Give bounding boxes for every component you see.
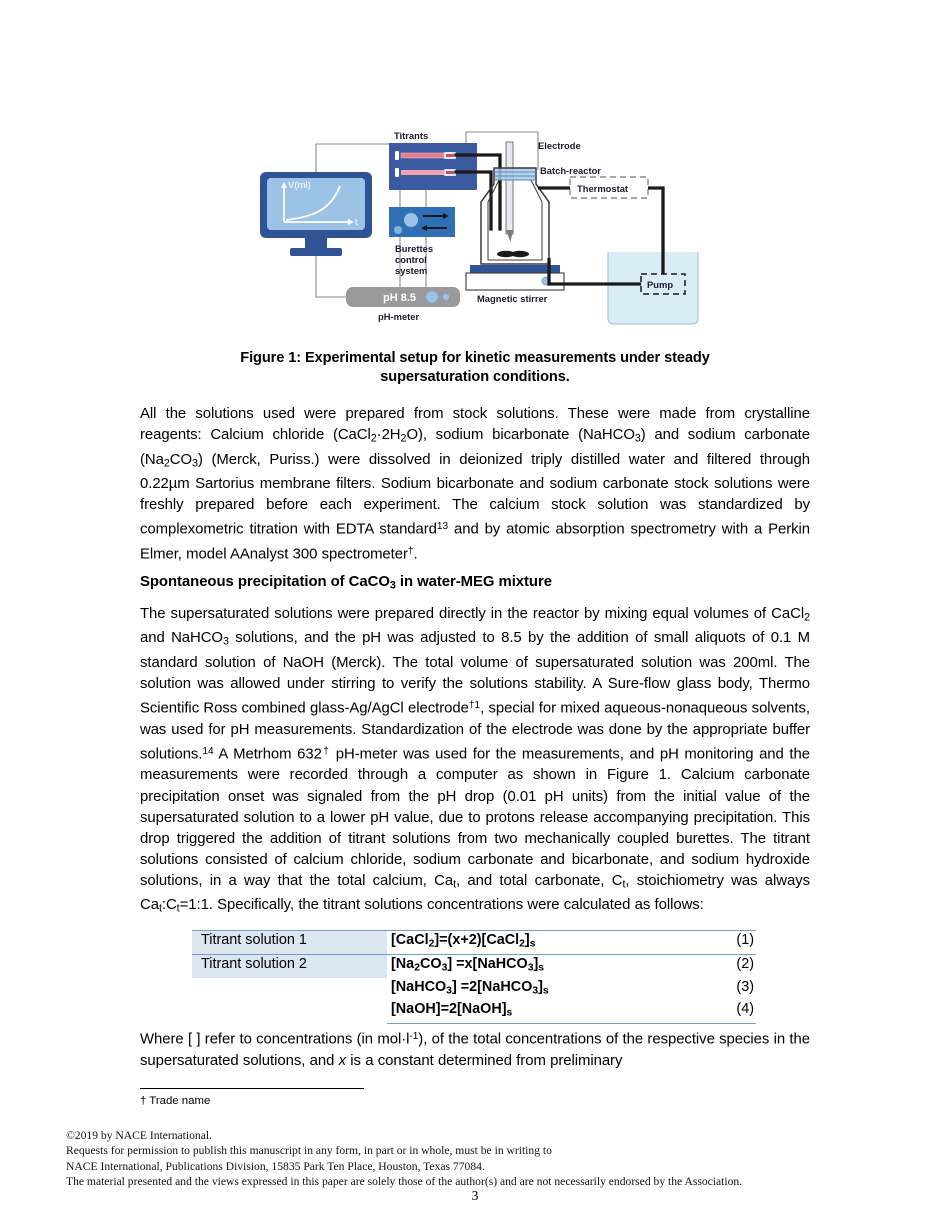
paragraph-materials <box>140 404 810 565</box>
footnote-dagger-1-ref: †1 <box>468 700 481 712</box>
p1-sub-1: 2 <box>370 432 377 445</box>
copyright-line-3: NACE International, Publications Division, 15835 Park Ten Place, Houston, Texas 77084. <box>66 1159 485 1173</box>
section-heading <box>140 572 810 596</box>
burettes-control-label-1: Burettes <box>395 243 434 254</box>
table-row <box>192 978 756 1001</box>
p1-seg-c: O), sodium bicarbonate (NaHCO <box>406 427 635 444</box>
titrants-label: Titrants <box>394 130 429 141</box>
thermostat-box <box>570 177 648 198</box>
p3-exponent: -1 <box>409 1031 419 1042</box>
figure-1-diagram <box>248 122 718 337</box>
figure-caption-line-2: supersaturation conditions. <box>380 369 570 386</box>
ph-meter <box>346 287 460 307</box>
copyright-line-1: ©2019 by NACE International. <box>66 1129 212 1142</box>
paragraph-where-clause <box>140 1026 810 1072</box>
p2-sub-t1: t <box>453 878 457 891</box>
p1-sub-2: 2 <box>400 432 407 445</box>
pump-label: Pump <box>647 279 674 290</box>
row-label-3 <box>192 978 387 1001</box>
table-row <box>192 1000 756 1023</box>
p1-sub-4: 2 <box>163 456 170 469</box>
p1-seg-d: ) and sodium carbonate (Na <box>140 427 810 468</box>
p2-seg-i: :C <box>161 897 177 914</box>
copyright-line-4: The material presented and the views expressed in this paper are solely those of the author(s) and are not necessarily endorsed by the Association. <box>66 1175 743 1189</box>
p1-seg-g: and by atomic absorption spectrometry with a Perkin Elmer, model AAnalyst 300 spectrometer <box>140 521 810 563</box>
p2-seg-j: =1:1. Specifically, the titrant solutions concentrations were calculated as follows: <box>179 897 704 914</box>
row-label-1: Titrant solution 1 <box>192 931 387 955</box>
p3-seg-c: is a constant determined from preliminary <box>346 1052 623 1069</box>
thermostat-label: Thermostat <box>577 183 629 194</box>
row-number-3: (3) <box>736 978 754 995</box>
row-equation-1: $[CaCl_2]=(x+2)[CaCl_2]_s$ <box>387 931 702 955</box>
citation-13: 13 <box>436 521 449 533</box>
p1-seg-e: CO <box>169 451 193 468</box>
ph-meter-label: pH-meter <box>378 311 420 322</box>
figure-caption-line-1: Figure 1: Experimental setup for kinetic measurements under steady <box>240 350 710 366</box>
copyright-line-2: Requests for permission to publish this manuscript in any form, in part or in whole, must be in writing to <box>66 1144 552 1158</box>
titrants-box <box>389 130 477 190</box>
copyright-block <box>66 1128 866 1190</box>
p2-seg-h: , stoichiometry was always Ca <box>140 872 810 914</box>
p1-sub-3: 3 <box>634 432 641 445</box>
row-equation-3: [NaHCO$_3$] $=2[NaHCO_3]_s$ <box>391 978 549 996</box>
row-number-1: (1) <box>702 931 756 955</box>
p1-seg-h: . <box>413 546 418 563</box>
screen-x-axis-label: t <box>355 217 358 228</box>
p2-seg-e: A Metrhom 632 <box>213 746 322 763</box>
p2-sub-t3: t <box>158 902 162 915</box>
citation-14: 14 <box>202 745 214 757</box>
magnetic-stirrer-label: Magnetic stirrer <box>477 293 548 304</box>
row-label-2: Titrant solution 2 <box>192 954 387 977</box>
p2-seg-c: solutions, and the pH was adjusted to 8.5 by the addition of small aliquots of 0.1 M standard solution of NaOH (Merck). The total volume of supersaturated solution was 200ml. The solution was allowed under stirring to verify the solutions stability. A Sure-flow glass body, Thermo Scientific Ross combined glass-Ag/AgCl electrode <box>140 630 811 717</box>
p2-seg-g: , and total carbonate, C <box>456 872 623 889</box>
p2-sub-t2: t <box>622 878 626 891</box>
p1-sub-5: 3 <box>192 456 198 469</box>
section-heading-b: in water-MEG mixture <box>395 574 552 590</box>
row-number-4: (4) <box>702 1000 756 1023</box>
row-number-2: (2) <box>702 954 756 977</box>
p2-sub-t4: t <box>176 902 180 915</box>
burettes-control-label-3: system <box>395 265 428 276</box>
p2-seg-b: and NaHCO <box>140 630 223 647</box>
p1-seg-f: ) (Merck, Puriss.) were dissolved in deionized triply distilled water and filtered through 0.22µm Sartorius membrane filters. Sodium bicarbonate and sodium carbonate stock solutions were freshly prepared before each experiment. The calcium stock solution was standardized by complexometric titration with EDTA standard <box>140 451 810 538</box>
section-heading-sub: 3 <box>389 579 396 592</box>
variable-x: x <box>338 1052 347 1069</box>
p3-seg-b: ), of the total concentrations of the respective species in the supersaturated solutions, and <box>140 1031 810 1069</box>
table-row <box>192 954 756 977</box>
ph-display-value: pH 8.5 <box>383 292 417 304</box>
row-label-4 <box>192 1000 387 1023</box>
p1-seg-b: ·2H <box>376 427 401 444</box>
p3-seg-a: Where [ ] refer to concentrations (in mol <box>140 1031 402 1048</box>
paragraph-method <box>140 604 810 920</box>
row-equation-4: $[NaOH]=2[NaOH]_s$ <box>387 1000 702 1023</box>
burettes-control-box <box>389 207 455 237</box>
footnote-separator-rule <box>140 1088 364 1089</box>
footnote-text: † Trade name <box>140 1095 211 1107</box>
table-row <box>192 931 756 955</box>
p2-sub-2: 3 <box>222 635 229 648</box>
page-number: 3 <box>471 1188 479 1203</box>
p3-seg-mid: ·l <box>401 1031 410 1048</box>
computer-monitor-icon <box>260 172 372 256</box>
row-equation-2: $[Na_2CO_3]$ $=x[NaHCO_3]_s$ <box>387 954 702 977</box>
p1-seg-a: All the solutions used were prepared from stock solutions. These were made from crystalline reagents: Calcium chloride (CaCl <box>140 406 810 444</box>
footnote-dagger-1: † <box>407 545 414 557</box>
p2-seg-a: The supersaturated solutions were prepared directly in the reactor by mixing equal volumes of CaCl <box>140 606 805 622</box>
screen-y-axis-label: V(ml) <box>288 180 311 191</box>
figure-caption <box>160 349 790 388</box>
p2-seg-d: , special for mixed aqueous-nonaqueous solvents, was used for pH measurements. Standardization of the electrode was done by the appropriate buffer solutions. <box>140 700 810 763</box>
electrode-label: Electrode <box>538 140 581 151</box>
p2-sub-1: 2 <box>804 611 810 624</box>
section-heading-wrap <box>140 572 810 596</box>
batch-reactor-label: Batch-reactor <box>540 165 601 176</box>
p2-seg-f: pH-meter was used for the measurements, and pH monitoring and the measurements were recorded through a computer as shown in Figure 1. Calcium carbonate precipitation onset was signaled from the pH drop (0.01 pH units) from the initial value of the supersaturated solution to a lower pH value, due to protons release accompanying precipitation. This drop triggered the addition of titrant solutions from two mechanically coupled burettes. The titrant solutions consisted of calcium chloride, sodium carbonate and bicarbonate, and sodium hydroxide solutions, in a way that the total calcium, Ca <box>140 746 810 889</box>
footnote-dagger-2: † <box>321 745 331 757</box>
section-heading-a: Spontaneous precipitation of CaCO <box>140 574 390 590</box>
burettes-control-label-2: control <box>395 254 427 265</box>
titrant-equations-table <box>192 930 756 1024</box>
